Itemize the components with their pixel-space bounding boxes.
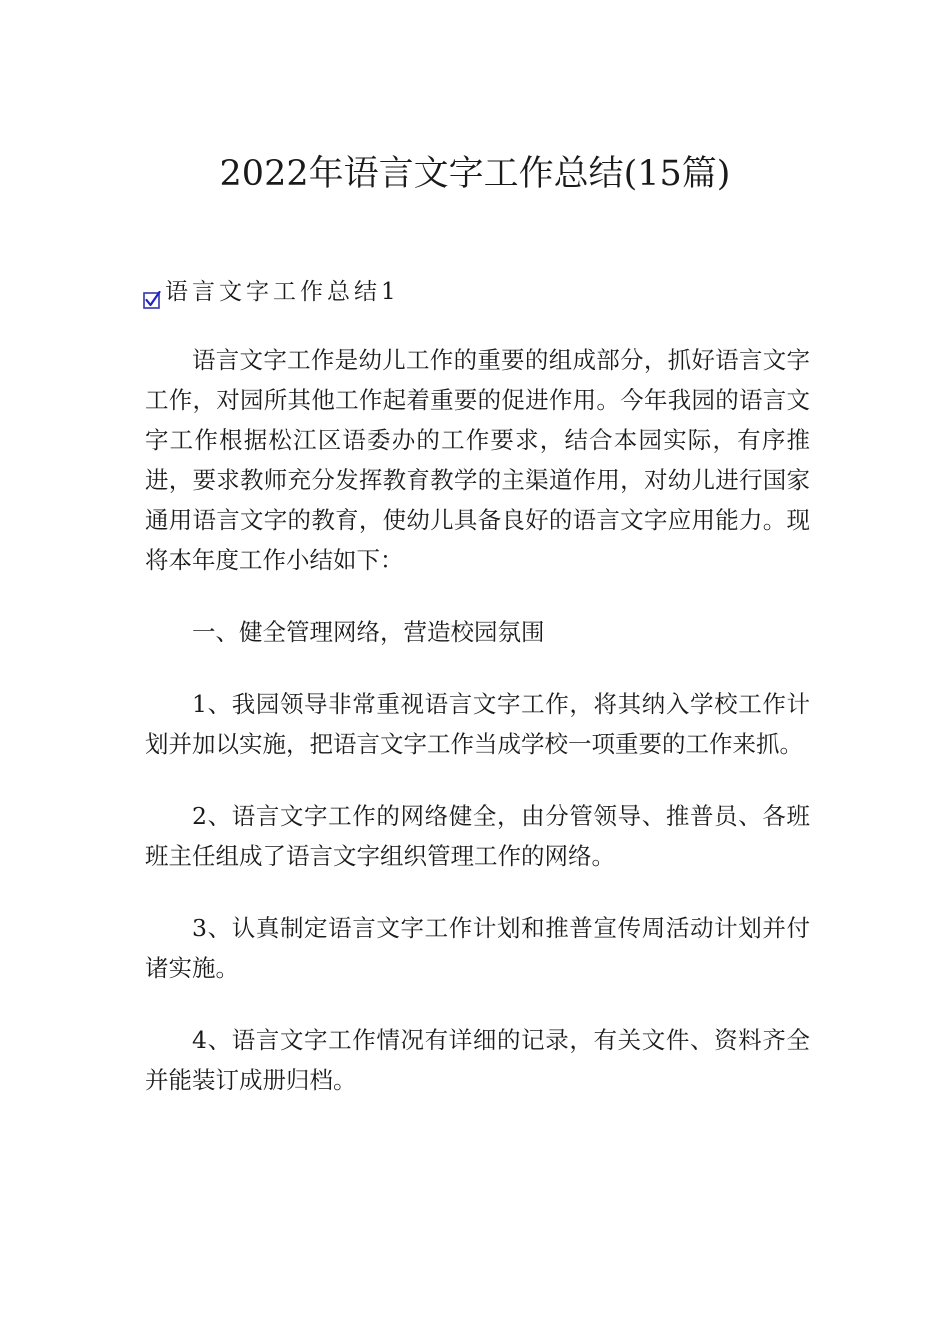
paragraph-intro: 语言文字工作是幼儿工作的重要的组成部分，抓好语言文字工作，对园所其他工作起着重要的促进作用。今年我园的语言文字工作根据松江区语委办的工作要求，结合本园实际，有序推进，要求教师充分发挥教育教学的主渠道作用，对幼儿进行国家通用语言文字的教育，使幼儿具备良好的语言文字应用能力。现将本年度工作小结如下： [145,346,810,574]
paragraph-item-2: 2、语言文字工作的网络健全，由分管领导、推普员、各班班主任组成了语言文字组织管理工作的网络。 [145,802,810,870]
section-heading-text: 语言文字工作总结1 [165,279,400,305]
section-heading [143,276,400,308]
paragraph-item-3: 3、认真制定语言文字工作计划和推普宣传周活动计划并付诸实施。 [145,914,810,982]
checkbox-checked-icon [143,286,161,304]
document-body [145,340,810,1100]
paragraph-item-1: 1、我园领导非常重视语言文字工作，将其纳入学校工作计划并加以实施，把语言文字工作当成学校一项重要的工作来抓。 [145,690,810,758]
paragraph-subheading: 一、健全管理网络，营造校园氛围 [192,618,545,646]
paragraph-item-4: 4、语言文字工作情况有详细的记录，有关文件、资料齐全并能装订成册归档。 [145,1026,810,1094]
document-title: 2022年语言文字工作总结(15篇) [219,154,731,194]
